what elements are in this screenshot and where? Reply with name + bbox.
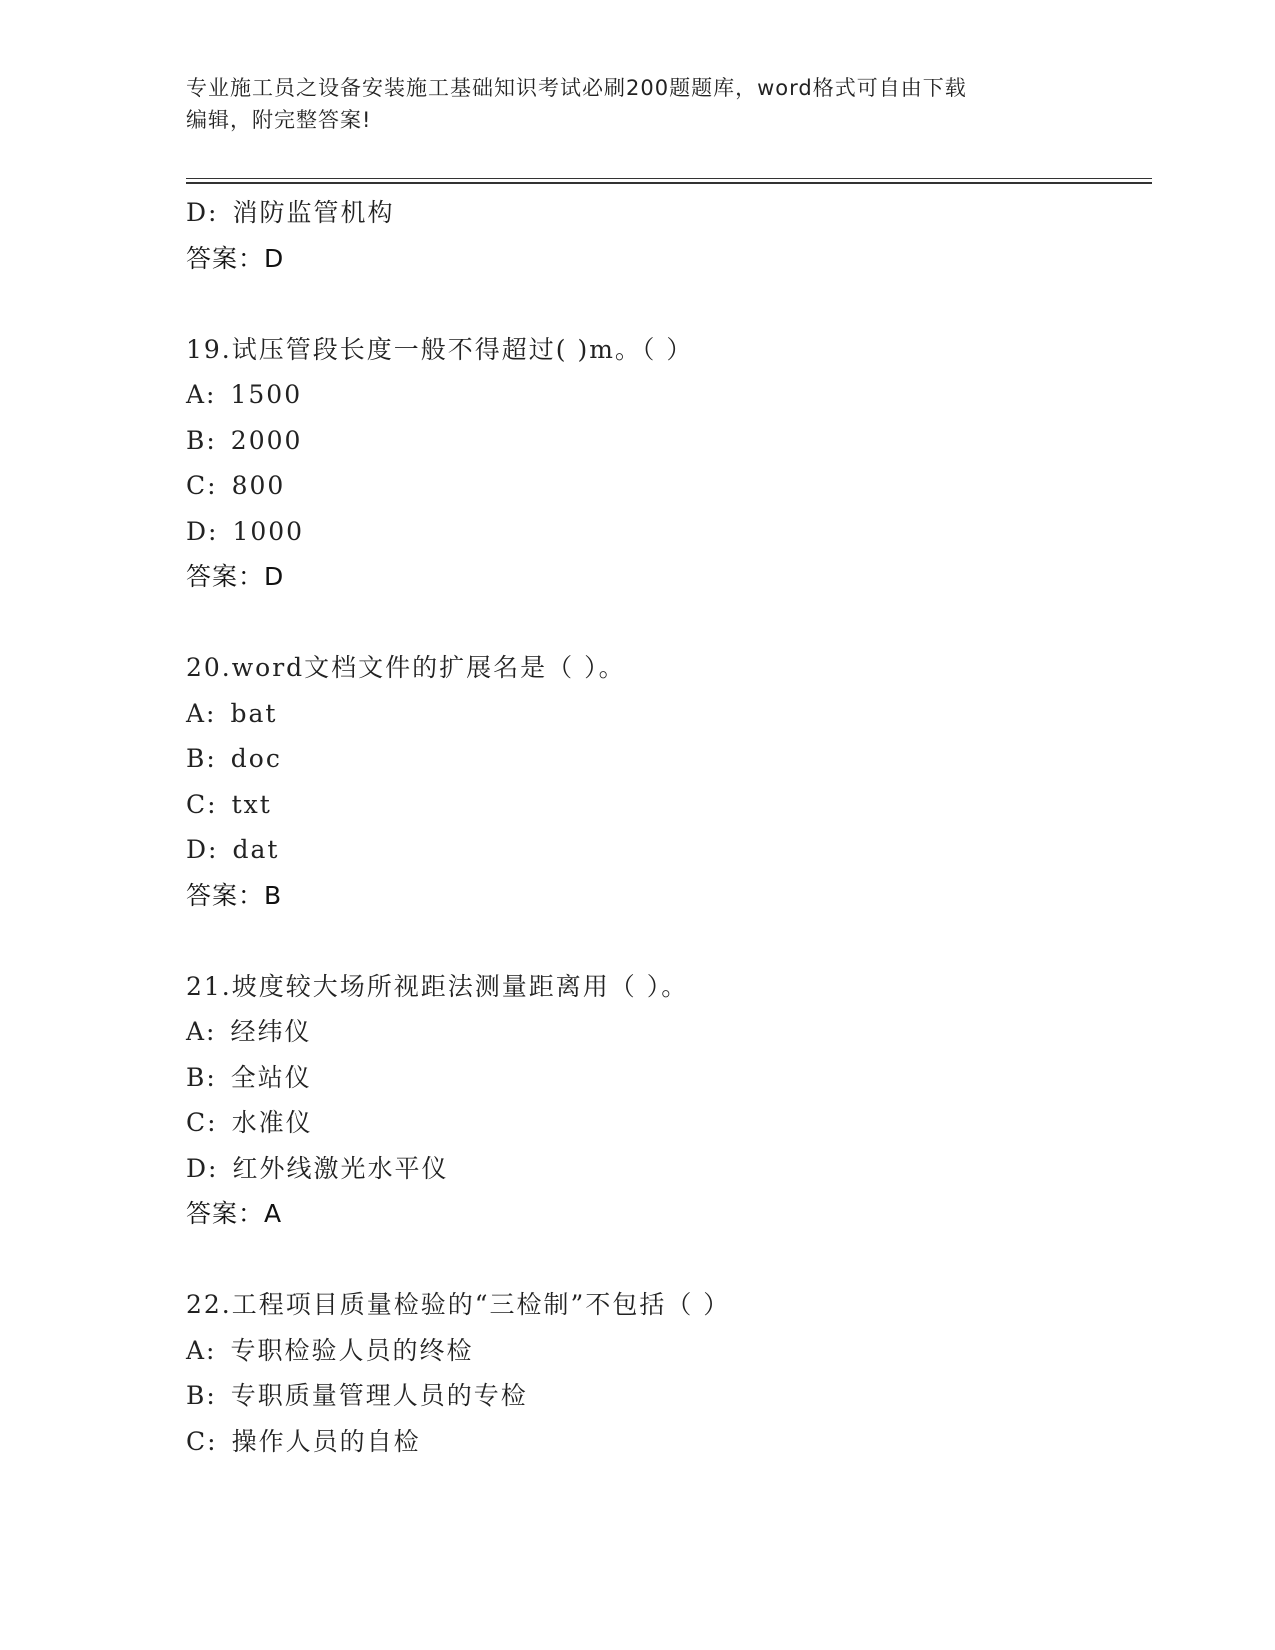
option-text: 水准仪 [231, 1108, 313, 1137]
option-letter: C: [186, 1108, 218, 1137]
option-row [186, 372, 1146, 418]
option-text: 800 [231, 471, 286, 500]
option-text: 专职检验人员的终检 [230, 1335, 474, 1365]
answer-line: 答案：D [186, 562, 285, 591]
option-row [186, 827, 1146, 873]
option-row [186, 736, 1146, 782]
option-letter: B: [186, 1381, 217, 1410]
option-letter: A: [186, 1017, 217, 1046]
header-divider-thick [186, 182, 1152, 184]
question-stem: 21.坡度较大场所视距法测量距离用（ ）。 [186, 971, 689, 1001]
option-text: txt [231, 789, 272, 819]
option-letter: C: [186, 1426, 218, 1456]
header-line-1: 专业施工员之设备安装施工基础知识考试必刷200题题库，word格式可自由下载 [186, 76, 967, 100]
spacer [186, 281, 1146, 327]
header-line-2: 编辑，附完整答案! [186, 108, 372, 132]
option-letter: D: [186, 198, 219, 227]
option-row [186, 782, 1146, 828]
option-row [186, 463, 1146, 509]
option-text: 操作人员的自检 [231, 1426, 421, 1456]
option-letter: B: [186, 1062, 217, 1092]
option-row [186, 509, 1146, 555]
document-header [186, 72, 1076, 136]
option-text: dat [232, 835, 280, 864]
option-letter: A: [186, 380, 217, 409]
spacer [186, 600, 1146, 646]
answer-line: 答案：D [186, 243, 285, 273]
option-letter: D: [186, 835, 219, 864]
option-row [186, 1419, 1146, 1465]
answer-line: 答案：B [186, 880, 283, 910]
question-stem: 22.工程项目质量检验的“三检制”不包括（ ） [186, 1290, 731, 1319]
option-letter: A: [186, 698, 217, 728]
option-row [186, 1328, 1146, 1374]
option-row [186, 1100, 1146, 1146]
option-row [186, 1055, 1146, 1101]
option-letter: D: [186, 516, 219, 546]
option-row [186, 190, 1146, 236]
option-text: 红外线激光水平仪 [232, 1153, 449, 1183]
option-row [186, 691, 1146, 737]
option-text: 经纬仪 [230, 1017, 312, 1046]
option-row [186, 418, 1146, 464]
option-text: doc [230, 744, 282, 773]
option-letter: A: [186, 1335, 217, 1365]
question-stem: 20.word文档文件的扩展名是（ ）。 [186, 653, 626, 682]
option-letter: D: [186, 1153, 219, 1183]
option-text: 专职质量管理人员的专检 [230, 1381, 528, 1410]
option-letter: C: [186, 789, 218, 819]
question-stem: 19.试压管段长度一般不得超过( )m。（ ） [186, 334, 694, 364]
option-letter: C: [186, 471, 218, 500]
option-row [186, 1146, 1146, 1192]
option-letter: B: [186, 744, 217, 773]
option-text: 全站仪 [230, 1062, 312, 1092]
option-text: 2000 [230, 425, 303, 455]
header-divider-thin [186, 178, 1152, 179]
option-letter: B: [186, 425, 217, 455]
spacer [186, 1237, 1146, 1283]
answer-line: 答案：A [186, 1199, 283, 1228]
option-text: bat [230, 698, 278, 728]
option-text: 1000 [232, 516, 305, 546]
option-row [186, 1009, 1146, 1055]
spacer [186, 918, 1146, 964]
option-text: 1500 [230, 380, 303, 409]
option-row [186, 1373, 1146, 1419]
question-list [186, 190, 1146, 1464]
option-text: 消防监管机构 [232, 198, 395, 227]
